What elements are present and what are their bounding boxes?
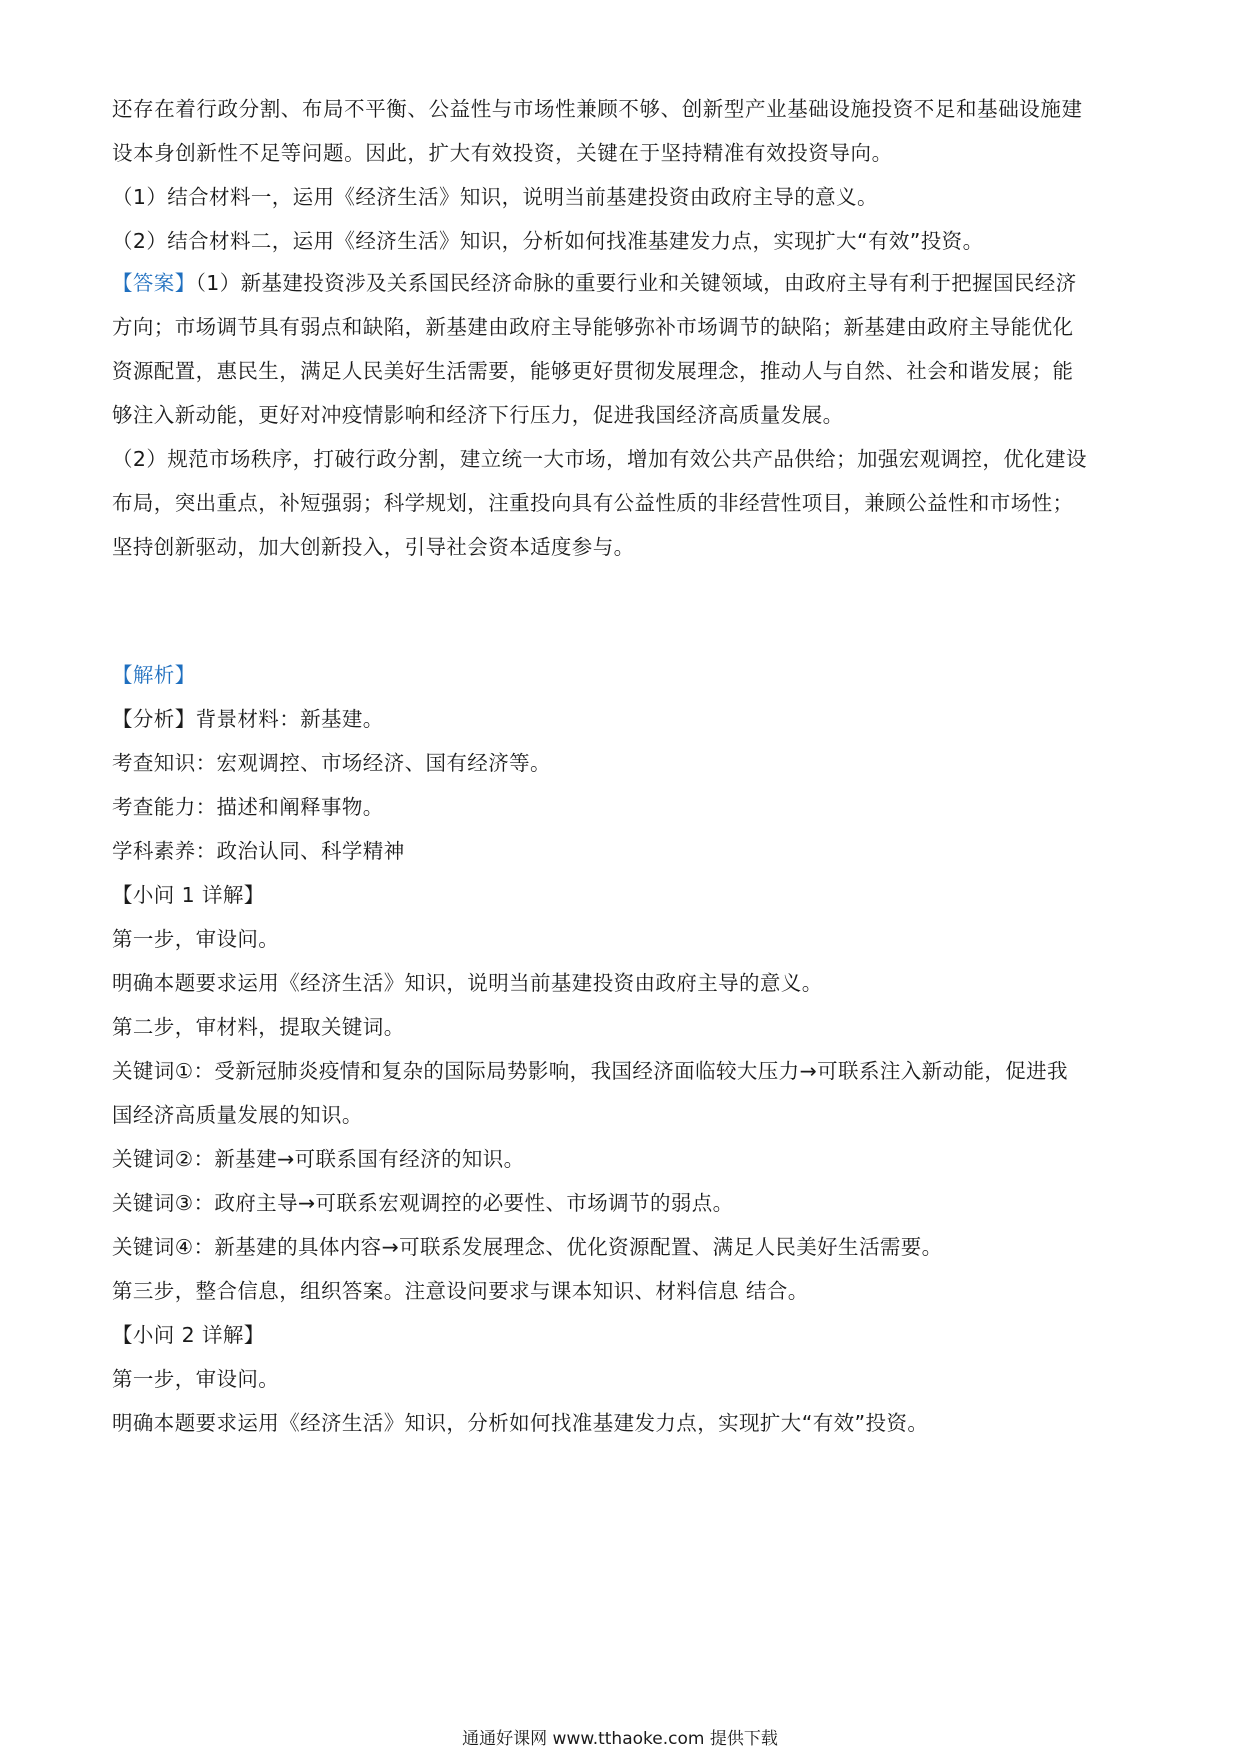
material-line-1: 还存在着行政分割、布局不平衡、公益性与市场性兼顾不够、创新型产业基础设施投资不足和基础设施建 <box>112 97 1083 121</box>
analysis-line-16: 第一步，审设问。 <box>112 1367 280 1391</box>
analysis-line-13: 关键词④：新基建的具体内容→可联系发展理念、优化资源配置、满足人民美好生活需要。 <box>112 1235 943 1259</box>
answer-text: （1）新基建投资涉及关系国民经济命脉的重要行业和关键领域，由政府主导有利于把握国民经济 <box>195 271 1077 295</box>
answer-line-4: 够注入新动能，更好对冲疫情影响和经济下行压力，促进我国经济高质量发展。 <box>112 403 844 427</box>
answer-line-2: 方向；市场调节具有弱点和缺陷，新基建由政府主导能够弥补市场调节的缺陷；新基建由政府主导能优化 <box>112 315 1074 339</box>
analysis-line-4: 学科素养：政治认同、科学精神 <box>112 839 405 863</box>
analysis-line-15: 【小问 2 详解】 <box>112 1323 265 1347</box>
footer-watermark-text: 通通好课网 www.tthaoke.com 提供下载 <box>462 1729 778 1749</box>
analysis-line-1: 【分析】背景材料：新基建。 <box>112 707 384 731</box>
material-line-2: 设本身创新性不足等问题。因此，扩大有效投资，关键在于坚持精准有效投资导向。 <box>112 141 893 165</box>
answer-line-7: 坚持创新驱动，加大创新投入，引导社会资本适度参与。 <box>112 535 635 559</box>
answer-line-5: （2）规范市场秩序，打破行政分割，建立统一大市场，增加有效公共产品供给；加强宏观调控，优化建设 <box>112 447 1087 471</box>
analysis-line-9: 关键词①：受新冠肺炎疫情和复杂的国际局势影响，我国经济面临较大压力→可联系注入新动能，促进我 <box>112 1059 1068 1083</box>
answer-tag: 【答案】 <box>112 271 196 295</box>
answer-line-3: 资源配置，惠民生，满足人民美好生活需要，能够更好贯彻发展理念，推动人与自然、社会和谐发展；能 <box>112 359 1074 383</box>
answer-line-1 <box>112 268 1138 298</box>
analysis-line-12: 关键词③：政府主导→可联系宏观调控的必要性、市场调节的弱点。 <box>112 1191 734 1215</box>
analysis-tag: 【解析】 <box>112 663 196 687</box>
analysis-line-7: 明确本题要求运用《经济生活》知识，说明当前基建投资由政府主导的意义。 <box>112 971 823 995</box>
question-1: （1）结合材料一，运用《经济生活》知识，说明当前基建投资由政府主导的意义。 <box>112 185 878 209</box>
analysis-line-10: 国经济高质量发展的知识。 <box>112 1103 363 1127</box>
answer-line-6: 布局，突出重点，补短强弱；科学规划，注重投向具有公益性质的非经营性项目，兼顾公益性和市场性； <box>112 491 1074 515</box>
question-2: （2）结合材料二，运用《经济生活》知识，分析如何找准基建发力点，实现扩大“有效”投资。 <box>112 229 984 253</box>
analysis-line-14: 第三步，整合信息，组织答案。注意设问要求与课本知识、材料信息 结合。 <box>112 1279 809 1303</box>
analysis-line-6: 第一步，审设问。 <box>112 927 280 951</box>
analysis-line-8: 第二步，审材料，提取关键词。 <box>112 1015 405 1039</box>
analysis-line-17: 明确本题要求运用《经济生活》知识，分析如何找准基建发力点，实现扩大“有效”投资。 <box>112 1411 929 1435</box>
analysis-line-3: 考查能力：描述和阐释事物。 <box>112 795 384 819</box>
analysis-line-2: 考查知识：宏观调控、市场经济、国有经济等。 <box>112 751 551 775</box>
analysis-line-11: 关键词②：新基建→可联系国有经济的知识。 <box>112 1147 525 1171</box>
analysis-line-5: 【小问 1 详解】 <box>112 883 265 907</box>
